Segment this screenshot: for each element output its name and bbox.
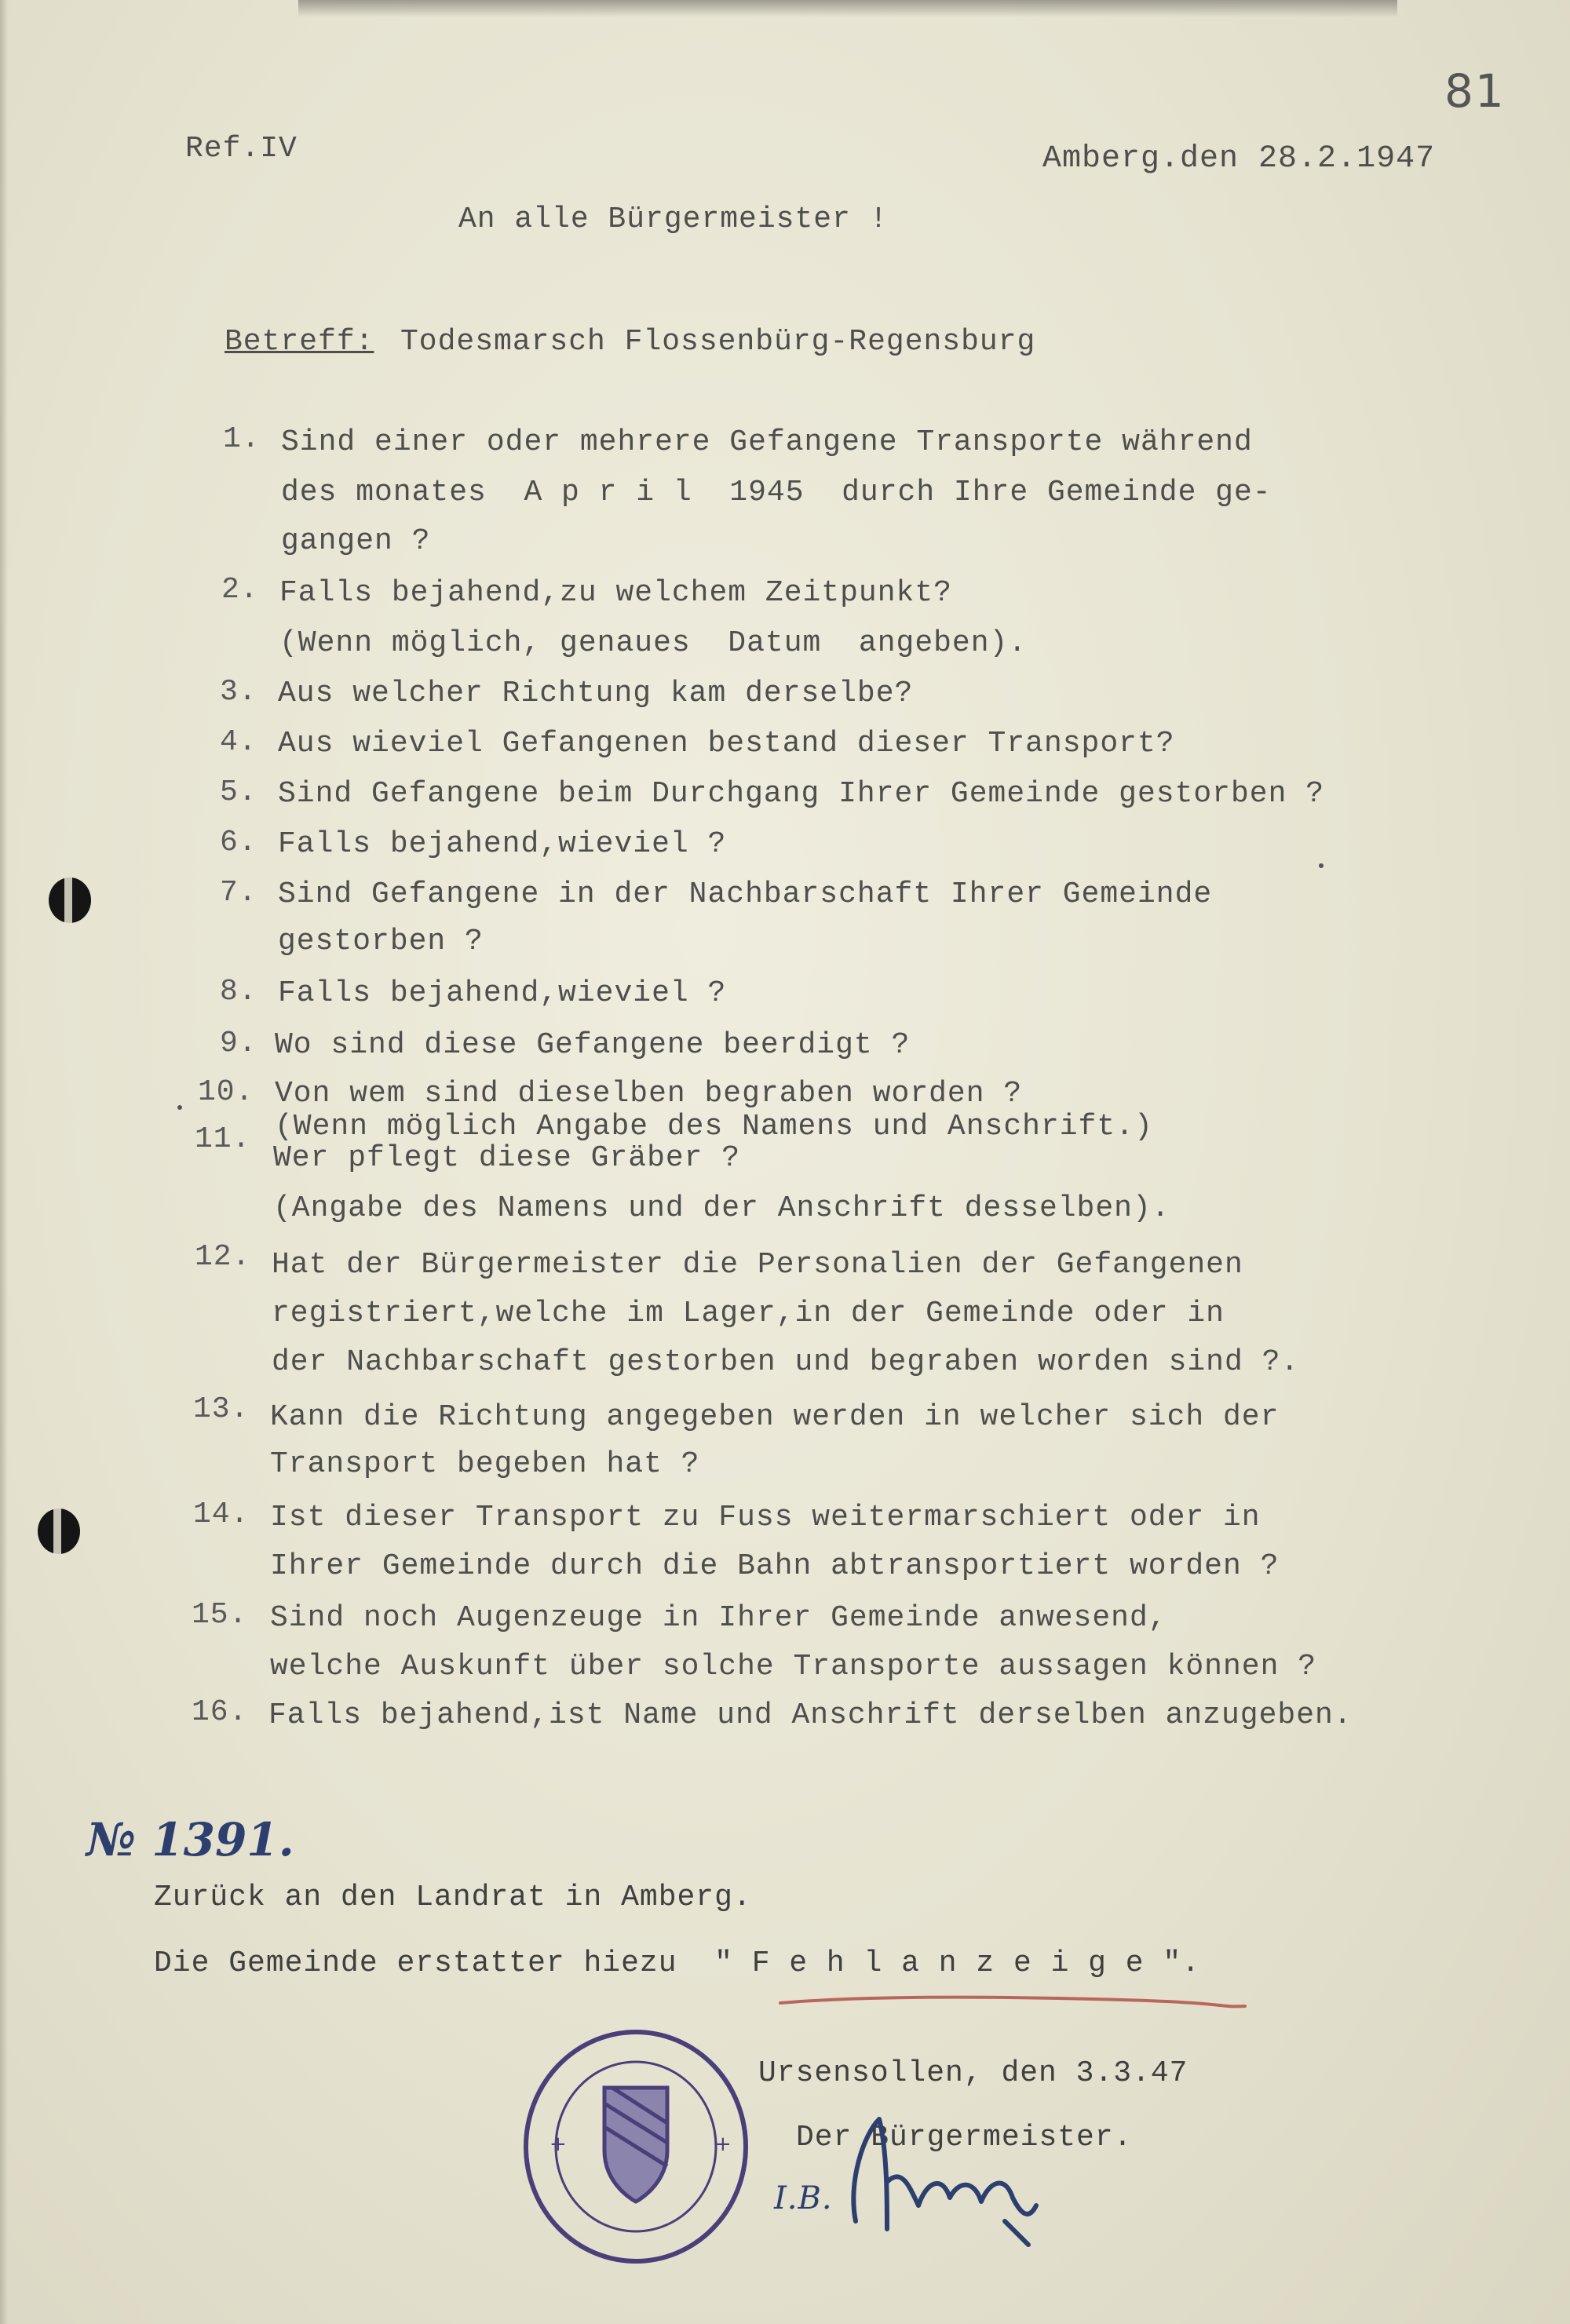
question-number: 16. — [192, 1695, 248, 1729]
punch-hole-lower — [38, 1509, 80, 1554]
ink-speck — [1319, 863, 1324, 868]
question-line: der Nachbarschaft gestorben und begraben worden sind ?. — [272, 1345, 1300, 1379]
header-place-date: Amberg.den 28.2.1947 — [1042, 141, 1436, 177]
question-number: 13. — [193, 1392, 250, 1426]
ink-speck — [177, 1105, 182, 1110]
reply-statement: Die Gemeinde erstatter hiezu " F e h l a n z e i g e ". — [154, 1946, 1201, 1980]
question-line: des monates A p r i l 1945 durch Ihre Gemeinde ge- — [281, 476, 1272, 509]
proxy-abbreviation: I.B. — [774, 2180, 833, 2216]
question-line: welche Auskunft über solche Transporte aussagen können ? — [270, 1650, 1317, 1684]
handwritten-signature — [769, 2088, 1083, 2253]
question-line: (Angabe des Namens und der Anschrift desselben). — [273, 1191, 1170, 1225]
question-line: Ihrer Gemeinde durch die Bahn abtransportiert worden ? — [270, 1549, 1280, 1583]
red-pencil-underline — [777, 1994, 1248, 2012]
question-line: Falls bejahend,ist Name und Anschrift derselben anzugeben. — [268, 1698, 1353, 1732]
question-number: 8. — [220, 975, 257, 1009]
handwritten-reference-number: № 1391. — [86, 1813, 294, 1866]
question-number: 10. — [198, 1075, 254, 1109]
question-number: 1. — [223, 422, 261, 456]
question-number: 12. — [195, 1240, 251, 1274]
municipal-stamp — [518, 2025, 754, 2268]
question-number: 9. — [220, 1027, 257, 1060]
question-line: Von wem sind dieselben begraben worden ? — [275, 1077, 1023, 1111]
question-line: Falls bejahend,wieviel ? — [278, 827, 727, 861]
question-number: 6. — [220, 826, 257, 859]
question-line: Falls bejahend,wieviel ? — [278, 976, 727, 1010]
reply-place-date: Ursensollen, den 3.3.47 — [758, 2056, 1188, 2090]
question-number: 11. — [195, 1122, 251, 1156]
svg-text:+: + — [714, 2132, 732, 2156]
question-line: registriert,welche im Lager,in der Gemeinde oder in — [272, 1297, 1225, 1330]
return-instruction: Zurück an den Landrat in Amberg. — [154, 1881, 752, 1914]
question-line: Sind einer oder mehrere Gefangene Transporte während — [281, 425, 1253, 459]
question-line: (Wenn möglich Angabe des Namens und Anschrift.) — [275, 1110, 1153, 1144]
question-number: 7. — [220, 876, 257, 910]
question-line: Transport begeben hat ? — [270, 1447, 700, 1481]
question-line: Falls bejahend,zu welchem Zeitpunkt? — [279, 576, 952, 610]
signatory-title: Der Bürgermeister. — [796, 2121, 1133, 2154]
question-line: Wer pflegt diese Gräber ? — [273, 1141, 741, 1175]
scan-top-edge — [298, 0, 1397, 17]
question-line: Aus welcher Richtung kam derselbe? — [278, 677, 914, 710]
svg-text:+: + — [550, 2132, 567, 2156]
page-number: 81 — [1444, 64, 1506, 118]
question-number: 15. — [192, 1598, 248, 1632]
question-number: 14. — [193, 1498, 250, 1531]
question-number: 3. — [220, 675, 257, 709]
question-line: Sind Gefangene in der Nachbarschaft Ihrer Gemeinde — [278, 877, 1213, 911]
question-number: 2. — [221, 573, 259, 607]
question-number: 5. — [220, 775, 257, 809]
question-line: Wo sind diese Gefangene beerdigt ? — [275, 1028, 911, 1062]
question-line: Kann die Richtung angegeben werden in welcher sich der — [270, 1400, 1280, 1434]
subject: Todesmarsch Flossenbürg-Regensburg — [400, 325, 1036, 359]
addressee: An alle Bürgermeister ! — [458, 202, 889, 236]
question-line: gestorben ? — [278, 925, 484, 958]
question-line: Ist dieser Transport zu Fuss weitermarschiert oder in — [270, 1501, 1261, 1534]
question-line: Hat der Bürgermeister die Personalien der Gefangenen — [272, 1248, 1243, 1282]
question-line: Sind Gefangene beim Durchgang Ihrer Gemeinde gestorben ? — [278, 777, 1325, 811]
question-number: 4. — [220, 725, 257, 759]
subject-label: Betreff: — [225, 325, 374, 359]
scan-left-edge — [0, 0, 8, 2324]
punch-hole-upper — [49, 877, 91, 923]
reference-code: Ref.IV — [185, 132, 298, 166]
question-line: gangen ? — [281, 524, 431, 558]
question-line: Aus wieviel Gefangenen bestand dieser Transport? — [278, 727, 1175, 761]
question-line: Sind noch Augenzeuge in Ihrer Gemeinde anwesend, — [270, 1601, 1167, 1635]
question-line: (Wenn möglich, genaues Datum angeben). — [279, 626, 1028, 660]
